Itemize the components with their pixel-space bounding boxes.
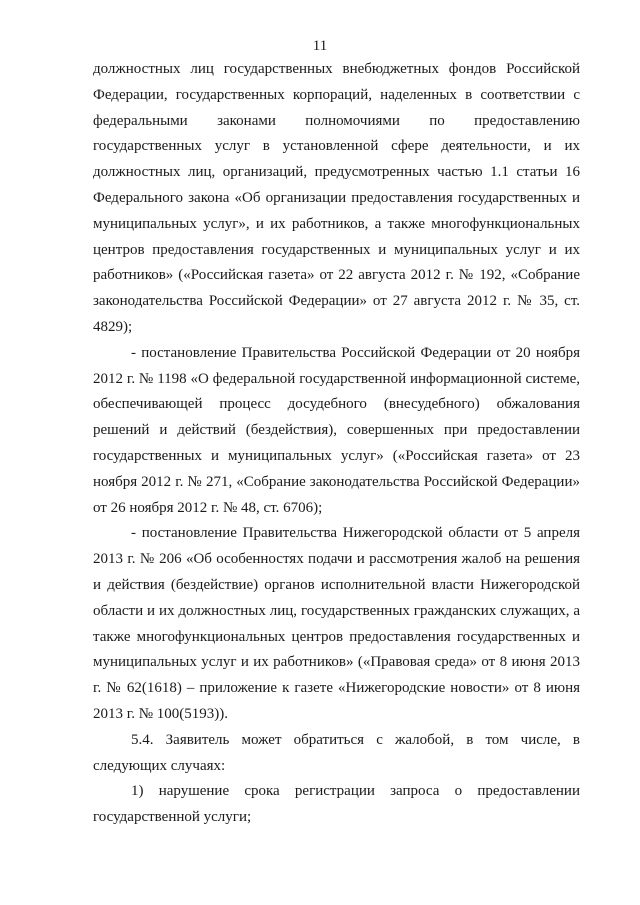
paragraph-item-1: 1) нарушение срока регистрации запроса о предоставлении государственной услуги;: [93, 783, 580, 826]
paragraph-continuation: должностных лиц государственных внебюджетных фондов Российской Федерации, государственных корпораций, наделенных в соответствии с федеральными законами полномочиями по предоставлению государственных услуг в установленной сфере деятельности, и их должностных лиц, организаций, предусмотренных частью 1.1 статьи 16 Федерального закона «Об организации предоставления государственных и муниципальных услуг», и их работников, а также многофункциональных центров предоставления государственных и муниципальных услуг и их работников» («Российская газета» от 22 августа 2012 г. № 192, «Собрание законодательства Российской Федерации» от 27 августа 2012 г. № 35, ст. 4829);: [93, 61, 580, 335]
document-body: [93, 57, 580, 831]
paragraph-decree-1198: - постановление Правительства Российской Федерации от 20 ноября 2012 г. № 1198 «О федеральной государственной информационной системе, обеспечивающей процесс досудебного (внесудебного) обжалования решений и действий (бездействия), совершенных при предоставлении государственных и муниципальных услуг» («Российская газета» от 23 ноября 2012 г. № 271, «Собрание законодательства Российской Федерации» от 26 ноября 2012 г. № 48, ст. 6706);: [93, 344, 580, 516]
paragraph-section-5-4: 5.4. Заявитель может обратиться с жалобой, в том числе, в следующих случаях:: [93, 731, 580, 774]
paragraph-decree-206: - постановление Правительства Нижегородской области от 5 апреля 2013 г. № 206 «Об особенностях подачи и рассмотрения жалоб на решения и действия (бездействие) органов исполнительной власти Нижегородской области и их должностных лиц, государственных гражданских служащих, а также многофункциональных центров предоставления государственных и муниципальных услуг и их работников» («Правовая среда» от 8 июня 2013 г. № 62(1618) – приложение к газете «Нижегородские новости» от 8 июня 2013 г. № 100(5193)).: [93, 525, 580, 722]
page-number: 11: [312, 38, 328, 54]
